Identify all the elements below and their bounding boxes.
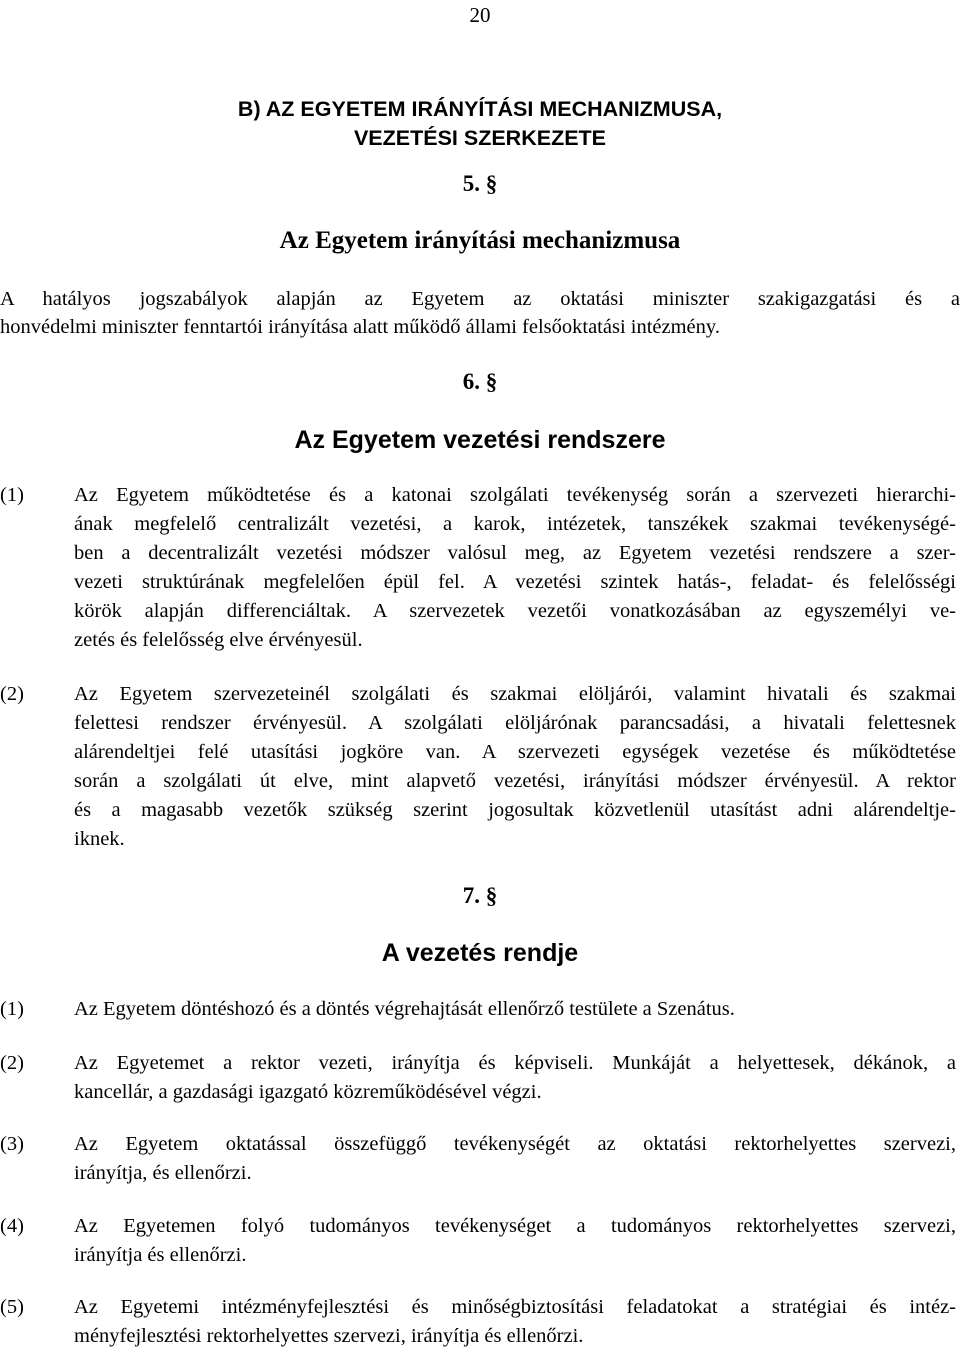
section-7-item-3 [0,1130,956,1188]
section-7-item-5 [0,1293,956,1351]
item-line: felettesi rendszer érvényesül. A szolgálati elöljárónak parancsadási, a hivatali felettesnek [74,712,956,734]
item-line: és a magasabb vezetők szükség szerint jogosultak közvetlenül utasítást adni alárendeltje- [74,799,956,821]
section-5-line-2: honvédelmi miniszter fenntartói irányítása alatt működő állami felsőoktatási intézmény. [0,316,720,338]
item-line: kancellár, a gazdasági igazgató közreműködésével végzi. [74,1081,542,1103]
item-line: zetés és felelősség elve érvényesül. [74,629,363,651]
chapter-title-line-1: B) AZ EGYETEM IRÁNYÍTÁSI MECHANIZMUSA, [237,97,723,121]
item-line: körök alapján differenciáltak. A szervezetek vezetői vonatkozásában az egyszemélyi ve- [74,600,956,622]
item-line: ben a decentralizált vezetési módszer valósul meg, az Egyetem vezetési rendszere a szer- [74,542,956,564]
item-text [74,1130,956,1188]
section-6-item-2 [0,680,956,854]
item-line: során a szolgálati út elve, mint alapvető vezetési, irányítási módszer érvényesül. A rektor [74,770,956,792]
item-line: Az Egyetem oktatással összefüggő tevékenységét az oktatási rektorhelyettes szervezi, [74,1133,956,1155]
item-line: ményfejlesztési rektorhelyettes szervezi, irányítja és ellenőrzi. [74,1325,584,1347]
item-number: (1) [0,998,24,1020]
item-line: Az Egyetemet a rektor vezeti, irányítja és képviseli. Munkáját a helyettesek, dékánok, a [74,1052,956,1074]
item-text [74,1212,956,1270]
item-number: (4) [0,1215,24,1237]
item-text [74,995,956,1024]
item-line: Az Egyetem szervezeteinél szolgálati és szakmai elöljárói, valamint hivatali és szakmai [74,683,956,705]
item-number: (1) [0,484,24,506]
section-5-heading: Az Egyetem irányítási mechanizmusa [279,227,681,254]
section-7-heading: A vezetés rendje [381,939,579,967]
section-6-item-1 [0,481,956,655]
item-text [74,1293,956,1351]
item-line: Az Egyetemi intézményfejlesztési és minőségbiztosítási feladatokat a stratégiai és intéz- [74,1296,956,1318]
chapter-title-line-2: VEZETÉSI SZERKEZETE [353,126,607,150]
item-line: alárendeltjei felé utasítási jogköre van. A szervezeti egységek vezetése és működtetése [74,741,956,763]
section-7-number: 7. § [462,883,498,908]
item-line: Az Egyetem működtetése és a katonai szolgálati tevékenység során a szervezeti hierarchi- [74,484,956,506]
item-number: (2) [0,1052,24,1074]
item-number: (2) [0,683,24,705]
section-7-item-2 [0,1049,956,1107]
section-6-number: 6. § [462,369,498,394]
item-text [74,680,956,854]
item-line: vezeti struktúrának megfelelően épül fel. A vezetési szintek hatás-, feladat- és felelősségi [74,571,956,593]
item-line: iknek. [74,828,125,850]
item-line: Az Egyetem döntéshozó és a döntés végrehajtását ellenőrző testülete a Szenátus. [74,998,735,1020]
item-line: irányítja, és ellenőrzi. [74,1162,252,1184]
item-text [74,1049,956,1107]
section-7-item-1 [0,995,956,1024]
item-line: Az Egyetemen folyó tudományos tevékenységet a tudományos rektorhelyettes szervezi, [74,1215,956,1237]
section-5-line-1: A hatályos jogszabályok alapján az Egyetem az oktatási miniszter szakigazgatási és a [0,288,960,310]
section-7-item-4 [0,1212,956,1270]
chapter-title [0,95,960,153]
section-6-heading: Az Egyetem vezetési rendszere [294,426,666,454]
page-number: 20 [469,3,491,27]
item-line: ának megfelelő centralizált vezetési, a karok, intézetek, tanszékek szakmai tevékenységé- [74,513,956,535]
item-number: (5) [0,1296,24,1318]
item-number: (3) [0,1133,24,1155]
item-text [74,481,956,655]
item-line: irányítja és ellenőrzi. [74,1244,247,1266]
section-5-number: 5. § [462,171,498,196]
section-5-paragraph [0,285,960,341]
